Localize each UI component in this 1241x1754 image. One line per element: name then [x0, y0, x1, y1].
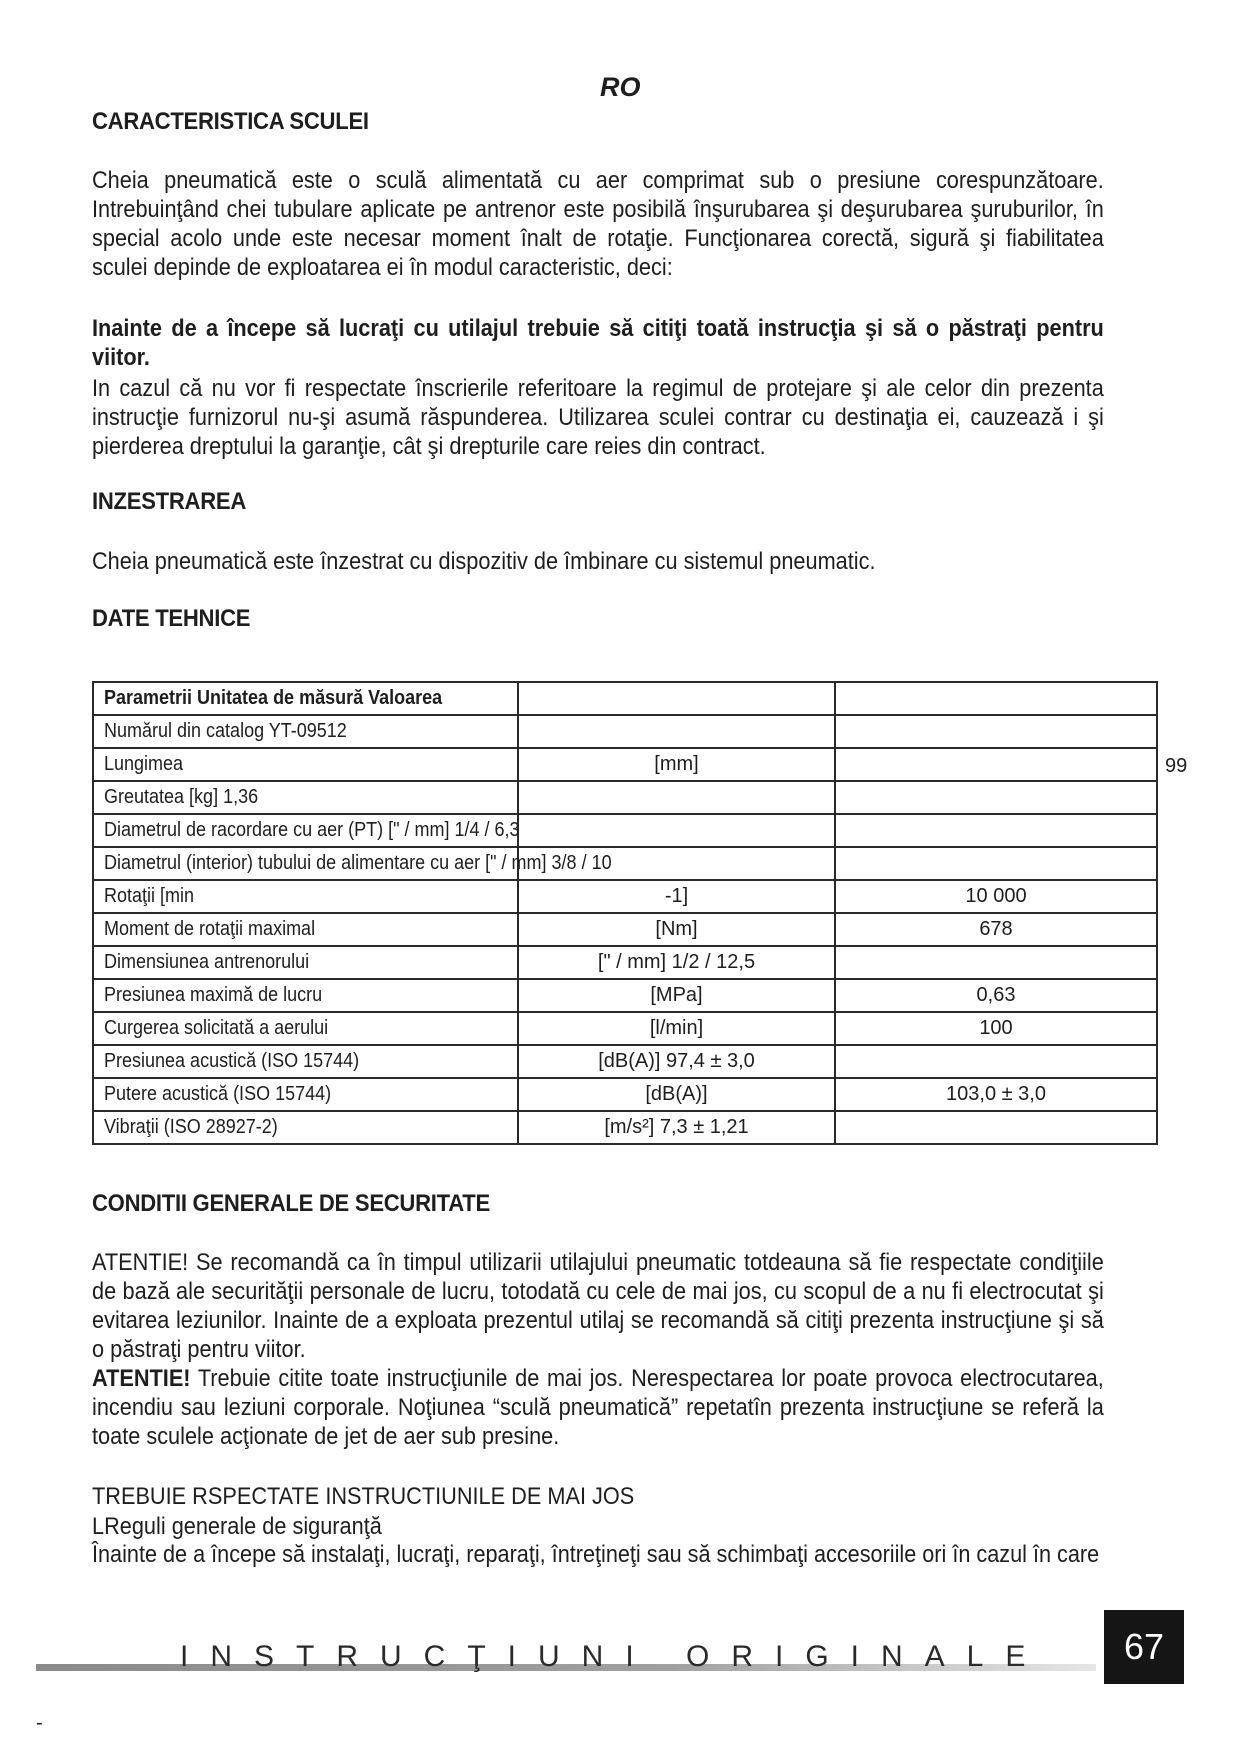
table-row: Lungimea [mm] [93, 748, 1157, 781]
table-side-value: 99 [1165, 755, 1188, 777]
section-title-caracteristica: CARACTERISTICA SCULEI [92, 108, 369, 135]
table-header-cell: Parametrii Unitatea de măsură Valoarea [93, 682, 518, 715]
language-code: RO [600, 72, 641, 102]
general-rules-heading: LReguli generale de siguranţă [92, 1513, 382, 1540]
instructions-heading: TREBUIE RSPECTATE INSTRUCTIUNILE DE MAI JOS [92, 1483, 635, 1510]
table-row: Putere acustică (ISO 15744) [dB(A)] 103,0 ± 3,0 [93, 1078, 1157, 1111]
paragraph-caracteristica: Cheia pneumatică este o sculă alimentată cu aer comprimat sub o presiune corespunzătoare. Intrebuinţând chei tubulare aplicate pe antrenor este posibilă înşurubarea şi deşurubarea şuruburilor, în special acolo unde este necesar moment înalt de rotaţie. Funcţionarea corectă, sigură şi fiabilitatea sculei depinde de exploatarea ei în modul caracteristic, deci: [92, 167, 1104, 281]
page-number: 67 [1104, 1610, 1184, 1684]
table-row: Moment de rotaţii maximal [Nm] 678 [93, 913, 1157, 946]
table-row: Diametrul de racordare cu aer (PT) [" / mm] 1/4 / 6,3 [93, 814, 1157, 847]
footer-mark: - [36, 1712, 43, 1734]
table-row: Presiunea acustică (ISO 15744) [dB(A)] 97,4 ± 3,0 [93, 1045, 1157, 1078]
table-row: Greutatea [kg] 1,36 [93, 781, 1157, 814]
section-title-conditii: CONDITII GENERALE DE SECURITATE [92, 1190, 490, 1217]
table-row: Vibraţii (ISO 28927-2) [m/s²] 7,3 ± 1,21 [93, 1111, 1157, 1144]
footer-label: INSTRUCŢIUNI ORIGINALE [180, 1640, 1048, 1673]
table-row: Numărul din catalog YT-09512 [93, 715, 1157, 748]
paragraph-warning-bold: Inainte de a începe să lucraţi cu utilajul trebuie să citiţi toată instrucţia şi să o păstraţi pentru viitor. [92, 315, 1104, 371]
table-row: Curgerea solicitată a aerului [l/min] 100 [93, 1012, 1157, 1045]
paragraph-atentie-1: ATENTIE! Se recomandă ca în timpul utilizarii utilajului pneumatic totdeauna să fie respectate condiţiile de bază ale securităţii personale de lucru, totodată cu cele de mai jos, cu scopul de a nu fi electrocutat şi evitarea leziunilor. Inainte de a exploata prezentul utilaj se recomandă să citiţi prezenta instrucţiune şi să o păstraţi pentru viitor. [92, 1249, 1104, 1363]
table-row: Dimensiunea antrenorului [" / mm] 1/2 / 12,5 [93, 946, 1157, 979]
section-title-date-tehnice: DATE TEHNICE [92, 605, 251, 632]
section-title-inzestrarea: INZESTRAREA [92, 488, 246, 515]
table-header-row [93, 682, 1157, 715]
atentie-2-text: Trebuie citite toate instrucţiunile de mai jos. Nerespectarea lor poate provoca electrocutarea, incendiu sau leziuni corporale. Noţiunea “sculă pneumatică” repetatîn prezenta instrucţiune se referă la toate sculele acţionate de jet de aer sub presine. [92, 1365, 1104, 1450]
paragraph-atentie-2 [92, 1364, 1104, 1451]
paragraph-responsabilitate: In cazul că nu vor fi respectate înscrierile referitoare la regimul de protejare şi ale celor din prezenta instrucţie furnizorul nu-şi asumă răspunderea. Utilizarea sculei contrar cu destinaţia ei, cauzează i şi pierderea dreptului la garanţie, cât şi drepturile care reies din contract. [92, 375, 1104, 460]
paragraph-before-start: Înainte de a începe să instalaţi, lucraţi, reparaţi, întreţineţi sau să schimbaţi accesoriile ori în cazul în care [92, 1541, 1100, 1568]
atentie-label: ATENTIE! [92, 1365, 191, 1392]
table-row: Rotaţii [min -1] 10 000 [93, 880, 1157, 913]
technical-data-table [92, 681, 1158, 1145]
paragraph-inzestrarea: Cheia pneumatică este înzestrat cu dispozitiv de îmbinare cu sistemul pneumatic. [92, 548, 876, 575]
table-row: Diametrul (interior) tubului de alimentare cu aer [" / mm] 3/8 / 10 [93, 847, 1157, 880]
table-row: Presiunea maximă de lucru [MPa] 0,63 [93, 979, 1157, 1012]
